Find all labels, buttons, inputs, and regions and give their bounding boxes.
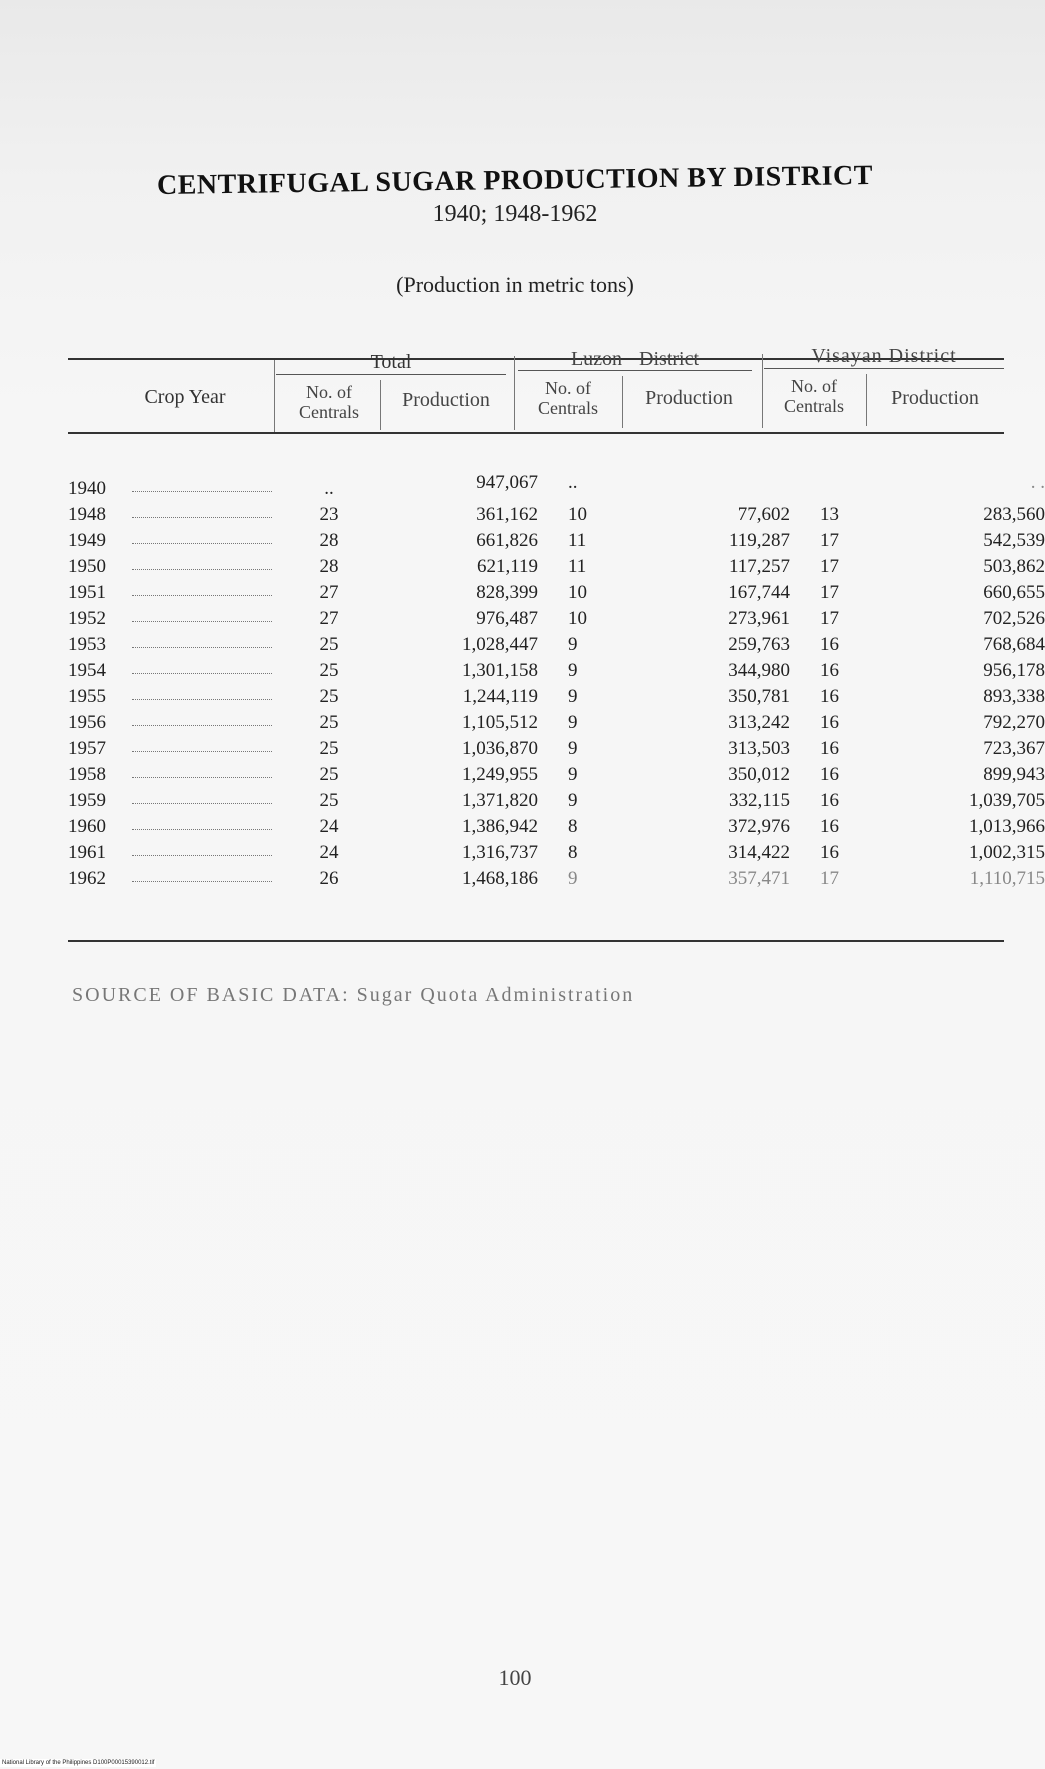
cell-total-production: 1,105,512 xyxy=(462,712,538,733)
cell-total-production: 1,468,186 xyxy=(462,868,538,889)
cell-visayan-centrals: 16 xyxy=(820,816,839,837)
cell-year: 1940 xyxy=(68,478,106,499)
cell-year: 1954 xyxy=(68,660,106,681)
cell-visayan-production: 1,002,315 xyxy=(969,842,1045,863)
visayan-group-rule xyxy=(764,368,1004,369)
table-row xyxy=(68,686,1045,712)
cell-luzon-centrals: 8 xyxy=(568,816,578,837)
cell-year: 1951 xyxy=(68,582,106,603)
title-block xyxy=(0,160,1030,228)
cell-total-production: 1,028,447 xyxy=(462,634,538,655)
cell-luzon-centrals: 9 xyxy=(568,764,578,785)
source-note: SOURCE OF BASIC DATA: Sugar Quota Administration xyxy=(72,984,635,1006)
archive-footer: National Library of the Philippines D100P00015390012.tif xyxy=(2,1760,155,1766)
cell-luzon-production: 313,503 xyxy=(728,738,790,759)
luzon-group-rule xyxy=(518,370,752,371)
header-crop-year: Crop Year xyxy=(144,386,226,408)
cell-visayan-centrals: 16 xyxy=(820,790,839,811)
cell-luzon-centrals: 10 xyxy=(568,608,587,629)
cell-luzon-centrals: 10 xyxy=(568,504,587,525)
table-row xyxy=(68,530,1045,556)
cell-luzon-centrals: 11 xyxy=(568,556,587,577)
cell-luzon-production: 167,744 xyxy=(728,582,790,603)
cell-year: 1962 xyxy=(68,868,106,889)
cell-visayan-centrals: 17 xyxy=(820,868,839,889)
leader-dots xyxy=(132,751,272,752)
cell-visayan-production: 792,270 xyxy=(983,712,1045,733)
cell-luzon-centrals: 10 xyxy=(568,582,587,603)
cell-year: 1960 xyxy=(68,816,106,837)
cell-visayan-production: 542,539 xyxy=(983,530,1045,551)
cell-total-production: 1,249,955 xyxy=(462,764,538,785)
cell-total-centrals: 24 xyxy=(319,816,339,837)
cell-total-centrals: 25 xyxy=(319,790,339,811)
header-total-centrals: No. of Centrals xyxy=(299,382,359,422)
cell-visayan-centrals: 16 xyxy=(820,764,839,785)
leader-dots xyxy=(132,673,272,674)
cell-visayan-centrals: 16 xyxy=(820,686,839,707)
table-row xyxy=(68,764,1045,790)
header-bottom-rule xyxy=(68,432,1004,434)
leader-dots xyxy=(132,647,272,648)
cell-visayan-production: 1,039,705 xyxy=(969,790,1045,811)
cell-total-centrals: 25 xyxy=(319,738,339,759)
header-total: Total xyxy=(370,351,412,373)
cell-total-production: 1,371,820 xyxy=(462,790,538,811)
leader-dots xyxy=(132,725,272,726)
cell-total-production: 828,399 xyxy=(476,582,538,603)
leader-dots xyxy=(132,517,272,518)
cell-total-production: 361,162 xyxy=(476,504,538,525)
cell-visayan-centrals: 17 xyxy=(820,530,839,551)
col-divider xyxy=(380,380,381,430)
cell-total-centrals: 25 xyxy=(319,764,339,785)
cell-total-production: 947,067 xyxy=(476,472,538,493)
leader-dots xyxy=(132,777,272,778)
cell-total-centrals: 28 xyxy=(319,530,339,551)
cell-luzon-centrals: 9 xyxy=(568,634,578,655)
table-row xyxy=(68,634,1045,660)
cell-total-centrals: 24 xyxy=(319,842,339,863)
cell-total-centrals: 25 xyxy=(319,686,339,707)
cell-visayan-production: 1,110,715 xyxy=(969,868,1045,889)
cell-luzon-centrals: 11 xyxy=(568,530,587,551)
cell-luzon-production: 259,763 xyxy=(728,634,790,655)
cell-visayan-production: 893,338 xyxy=(983,686,1045,707)
cell-year: 1957 xyxy=(68,738,106,759)
col-divider xyxy=(514,356,515,430)
cell-total-centrals: 27 xyxy=(319,608,339,629)
leader-dots xyxy=(132,855,272,856)
cell-total-centrals: 26 xyxy=(319,868,339,889)
cell-visayan-production: 899,943 xyxy=(983,764,1045,785)
cell-visayan-production: 768,684 xyxy=(983,634,1045,655)
cell-visayan-centrals: 16 xyxy=(820,842,839,863)
cell-visayan-centrals: 17 xyxy=(820,608,839,629)
header-luzon-centrals: No. of Centrals xyxy=(538,378,598,418)
cell-luzon-production: 77,602 xyxy=(737,504,790,525)
cell-visayan-centrals: 16 xyxy=(820,712,839,733)
cell-year: 1958 xyxy=(68,764,106,785)
cell-luzon-centrals: 9 xyxy=(568,686,578,707)
table-row xyxy=(68,608,1045,634)
leader-dots xyxy=(132,543,272,544)
cell-luzon-production: 357,471 xyxy=(728,868,790,889)
table-row xyxy=(68,790,1045,816)
cell-visayan-production: 956,178 xyxy=(983,660,1045,681)
cell-year: 1959 xyxy=(68,790,106,811)
cell-visayan-production: . . xyxy=(1030,472,1045,493)
cell-luzon-production: 313,242 xyxy=(728,712,790,733)
cell-visayan-centrals: 17 xyxy=(820,582,839,603)
table-row xyxy=(68,556,1045,582)
cell-total-centrals: 25 xyxy=(319,712,339,733)
cell-visayan-centrals: 16 xyxy=(820,634,839,655)
leader-dots xyxy=(132,595,272,596)
cell-year: 1948 xyxy=(68,504,106,525)
leader-dots xyxy=(132,829,272,830)
col-divider xyxy=(274,360,275,432)
table-row xyxy=(68,660,1045,686)
cell-total-centrals: 27 xyxy=(319,582,339,603)
table-row xyxy=(68,816,1045,842)
cell-visayan-centrals: 16 xyxy=(820,738,839,759)
cell-visayan-production: 283,560 xyxy=(983,504,1045,525)
header-total-production: Production xyxy=(402,389,490,411)
cell-luzon-production: 314,422 xyxy=(728,842,790,863)
cell-year: 1955 xyxy=(68,686,106,707)
cell-luzon-centrals: .. xyxy=(568,472,578,493)
header-visayan-production: Production xyxy=(891,387,979,409)
cell-total-production: 1,316,737 xyxy=(462,842,538,863)
cell-total-centrals: 25 xyxy=(319,660,339,681)
cell-year: 1961 xyxy=(68,842,106,863)
cell-luzon-centrals: 9 xyxy=(568,712,578,733)
cell-luzon-centrals: 9 xyxy=(568,660,578,681)
cell-total-centrals: 23 xyxy=(319,504,339,525)
page-title: CENTRIFUGAL SUGAR PRODUCTION BY DISTRICT xyxy=(156,160,874,201)
leader-dots xyxy=(132,699,272,700)
cell-luzon-centrals: 9 xyxy=(568,868,578,889)
header-visayan-centrals: No. of Centrals xyxy=(784,376,844,416)
header-visayan: Visayan District xyxy=(811,345,957,367)
table-bottom-rule xyxy=(68,940,1004,942)
cell-visayan-centrals: 13 xyxy=(820,504,839,525)
cell-luzon-production: 372,976 xyxy=(728,816,790,837)
cell-visayan-production: 503,862 xyxy=(983,556,1045,577)
cell-year: 1950 xyxy=(68,556,106,577)
table-row xyxy=(68,582,1045,608)
cell-total-production: 1,301,158 xyxy=(462,660,538,681)
header-luzon-production: Production xyxy=(645,387,733,409)
cell-visayan-centrals: 17 xyxy=(820,556,839,577)
leader-dots xyxy=(132,621,272,622)
cell-visayan-production: 1,013,966 xyxy=(969,816,1045,837)
col-divider xyxy=(762,354,763,428)
cell-luzon-production: 344,980 xyxy=(728,660,790,681)
cell-luzon-centrals: 8 xyxy=(568,842,578,863)
total-group-rule xyxy=(276,374,506,375)
cell-luzon-centrals: 9 xyxy=(568,738,578,759)
table-row xyxy=(68,868,1045,894)
cell-year: 1952 xyxy=(68,608,106,629)
cell-total-production: 1,036,870 xyxy=(462,738,538,759)
cell-luzon-production: 117,257 xyxy=(728,556,790,577)
page-number: 100 xyxy=(498,1665,532,1690)
page-subtitle: 1940; 1948-1962 xyxy=(432,201,598,227)
cell-visayan-centrals: 16 xyxy=(820,660,839,681)
col-divider xyxy=(866,374,867,426)
cell-total-production: 1,386,942 xyxy=(462,816,538,837)
cell-total-production: 661,826 xyxy=(476,530,538,551)
header-luzon: Luzon District xyxy=(570,348,700,370)
cell-total-production: 976,487 xyxy=(476,608,538,629)
cell-luzon-production: 350,012 xyxy=(728,764,790,785)
table-row xyxy=(68,738,1045,764)
cell-year: 1949 xyxy=(68,530,106,551)
table-row xyxy=(68,504,1045,530)
table-row xyxy=(68,842,1045,868)
leader-dots xyxy=(132,569,272,570)
cell-luzon-production: 119,287 xyxy=(728,530,790,551)
cell-total-production: 621,119 xyxy=(476,556,538,577)
unit-note: (Production in metric tons) xyxy=(396,272,634,297)
cell-visayan-production: 723,367 xyxy=(983,738,1045,759)
cell-luzon-production: 273,961 xyxy=(728,608,790,629)
cell-year: 1953 xyxy=(68,634,106,655)
table-row xyxy=(68,712,1045,738)
cell-luzon-production: 332,115 xyxy=(728,790,790,811)
cell-year: 1956 xyxy=(68,712,106,733)
cell-visayan-production: 702,526 xyxy=(983,608,1045,629)
leader-dots xyxy=(132,803,272,804)
cell-total-centrals: 28 xyxy=(319,556,339,577)
leader-dots xyxy=(132,491,272,492)
cell-total-centrals: .. xyxy=(324,478,334,499)
leader-dots xyxy=(132,881,272,882)
cell-luzon-centrals: 9 xyxy=(568,790,578,811)
cell-total-production: 1,244,119 xyxy=(462,686,538,707)
table-row xyxy=(68,472,1045,504)
cell-luzon-production: 350,781 xyxy=(728,686,790,707)
col-divider xyxy=(622,376,623,428)
cell-visayan-production: 660,655 xyxy=(983,582,1045,603)
cell-total-centrals: 25 xyxy=(319,634,339,655)
